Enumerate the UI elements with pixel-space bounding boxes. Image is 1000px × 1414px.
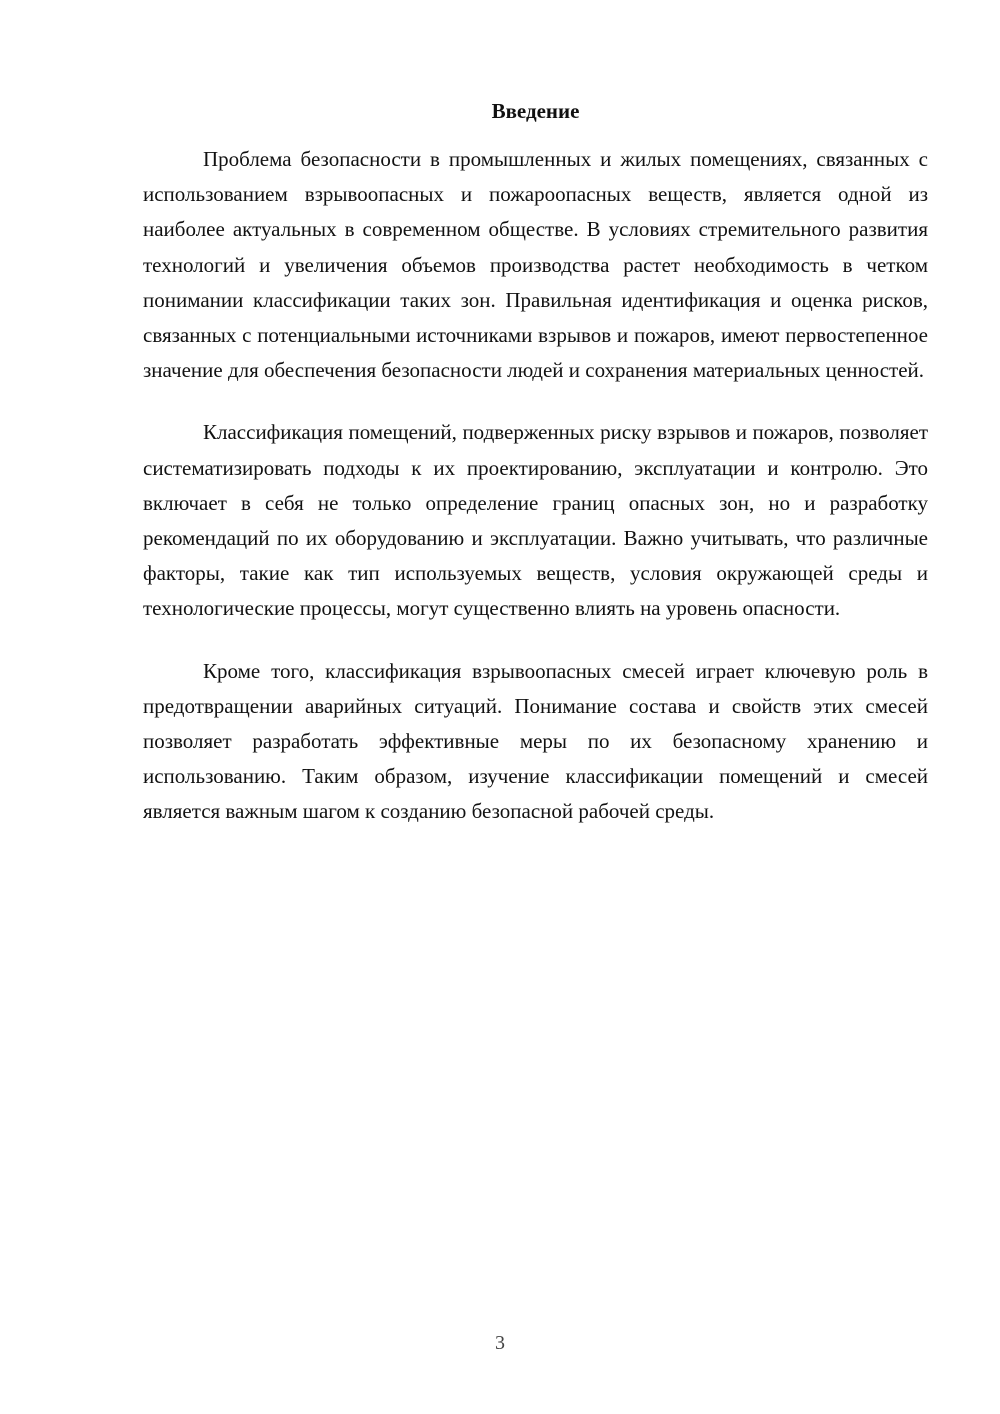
paragraph-3: Кроме того, классификация взрывоопасных смесей играет ключевую роль в предотвращении аварийных ситуаций. Понимание состава и свойств этих смесей позволяет разработать эффективные меры по их безопасному хранению и использованию. Таким образом, изучение классификации помещений и смесей является важным шагом к созданию безопасной рабочей среды.	[143, 658, 928, 824]
text-block	[143, 96, 928, 857]
page-number: 3	[495, 1332, 505, 1354]
section-heading: Введение	[491, 99, 580, 123]
paragraph-1: Проблема безопасности в промышленных и жилых помещениях, связанных с использованием взрывоопасных и пожароопасных веществ, является одной из наиболее актуальных в современном обществе. В условиях стремительного развития технологий и увеличения объемов производства растет необходимость в четком понимании классификации таких зон. Правильная идентификация и оценка рисков, связанных с потенциальными источниками взрывов и пожаров, имеют первостепенное значение для обеспечения безопасности людей и сохранения материальных ценностей.	[143, 147, 928, 383]
paragraph-2: Классификация помещений, подверженных риску взрывов и пожаров, позволяет систематизировать подходы к их проектированию, эксплуатации и контролю. Это включает в себя не только определение границ опасных зон, но и разработку рекомендаций по их оборудованию и эксплуатации. Важно учитывать, что различные факторы, такие как тип используемых веществ, условия окружающей среды и технологические процессы, могут существенно влиять на уровень опасности.	[143, 420, 928, 621]
